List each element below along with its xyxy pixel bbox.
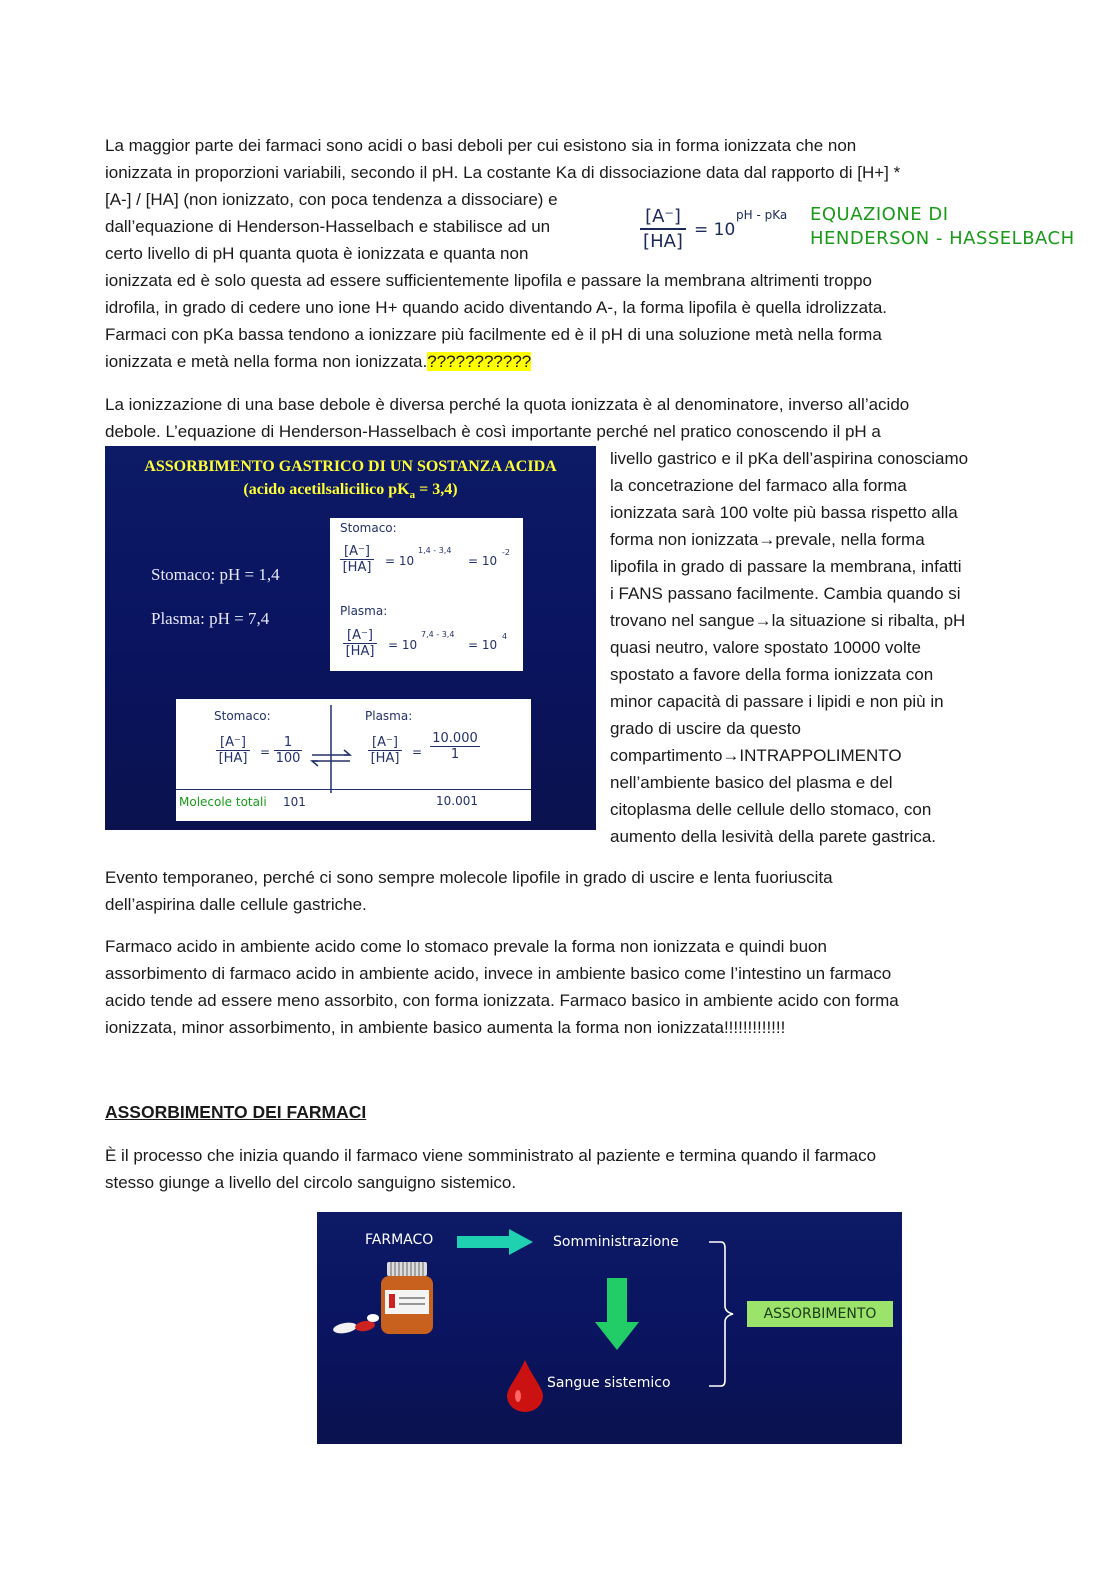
equation-label-line2: HENDERSON - HASSELBACH xyxy=(810,228,1075,249)
ratio-numerator: 1 xyxy=(283,735,293,750)
fraction-numerator: [A⁻] xyxy=(347,628,373,643)
text-line: compartimento→INTRAPPOLIMENTO xyxy=(610,746,902,765)
text-line: minor capacità di passare i lipidi e non più in xyxy=(610,692,944,711)
text-line: nell’ambiente basico del plasma e del xyxy=(610,773,893,792)
result: = 10 xyxy=(468,638,498,652)
text-line: ionizzata in proporzioni variabili, secondo il pH. La costante Ka di dissociazione data dal rapporto di [H+] * xyxy=(105,163,901,182)
box-plasma-label: Plasma: xyxy=(340,604,388,618)
paragraph-base-ionization xyxy=(105,391,1005,445)
fraction-denominator: [HA] xyxy=(345,644,375,659)
somministrazione-label: Somministrazione xyxy=(553,1234,679,1250)
text-line: ionizzata, minor assorbimento, in ambiente basico aumenta la forma non ionizzata!!!!!!!!!!!!! xyxy=(105,1018,786,1037)
plasma-ph: Plasma: pH = 7,4 xyxy=(151,609,270,628)
highlighted-question-marks: ??????????? xyxy=(427,352,532,371)
exponent: 7,4 - 3,4 xyxy=(421,630,455,639)
text-line: assorbimento di farmaco acido in ambiente acido, invece in ambiente basico come l’intestino un farmaco xyxy=(105,964,892,983)
equation-exponent: pH - pKa xyxy=(736,208,788,222)
equals-ten: = 10 xyxy=(385,554,415,568)
text-line: i FANS passano facilmente. Cambia quando si xyxy=(610,584,961,603)
subtitle-end: = 3,4) xyxy=(415,481,458,498)
calculation-box xyxy=(330,518,523,671)
assorbimento-badge: ASSORBIMENTO xyxy=(747,1301,893,1327)
text-line: Farmaco acido in ambiente acido come lo stomaco prevale la forma non ionizzata e quindi buon xyxy=(105,937,827,956)
ratio-fraction xyxy=(430,731,480,762)
equilibrium-box xyxy=(176,699,531,821)
equation-fraction xyxy=(640,206,686,252)
equation-rhs: = 10 xyxy=(694,220,736,240)
box-plasma-label: Plasma: xyxy=(365,709,413,723)
result-exponent: -2 xyxy=(502,548,510,557)
curly-brace-icon xyxy=(707,1240,737,1388)
equation-label-line1: EQUAZIONE DI xyxy=(810,204,949,225)
paragraph-absorption-definition xyxy=(105,1142,1005,1196)
sangue-sistemico-label: Sangue sistemico xyxy=(547,1375,671,1391)
total-plasma: 10.001 xyxy=(436,794,478,808)
text-line: dell’aspirina dalle cellule gastriche. xyxy=(105,895,367,914)
text-line: spostato a favore della forma ionizzata con xyxy=(610,665,934,684)
text-line: grado di uscire da questo xyxy=(610,719,801,738)
box-stomaco-label: Stomaco: xyxy=(214,709,271,723)
fraction-numerator: [A⁻] xyxy=(344,544,370,559)
text-line: trovano nel sangue→la situazione si ribalta, pH xyxy=(610,611,966,630)
text-line: lipofila in grado di passare la membrana, infatti xyxy=(610,557,962,576)
equals-ten: = 10 xyxy=(388,638,418,652)
box-stomaco-label: Stomaco: xyxy=(340,521,397,535)
text-line: È il processo che inizia quando il farmaco viene somministrato al paziente e termina quando il farmaco xyxy=(105,1146,877,1165)
ratio-fraction xyxy=(274,735,302,766)
text-line: la concetrazione del farmaco alla forma xyxy=(610,476,907,495)
fraction-numerator: [A⁻] xyxy=(220,735,246,750)
slide-drug-absorption xyxy=(317,1212,902,1444)
box-fraction xyxy=(216,735,250,766)
slide-title: ASSORBIMENTO GASTRICO DI UN SOSTANZA ACIDA xyxy=(144,458,557,475)
text-line: quasi neutro, valore spostato 10000 volte xyxy=(610,638,921,657)
fraction-numerator: [A⁻] xyxy=(372,735,398,750)
text-line: forma non ionizzata→prevale, nella forma xyxy=(610,530,925,549)
result-exponent: 4 xyxy=(502,632,508,641)
text-line: ionizzata e metà nella forma non ionizzata. xyxy=(105,352,428,371)
total-stomaco: 101 xyxy=(283,795,306,809)
text-line: idrofila, in grado di cedere uno ione H+ quando acido diventando A-, la forma lipofila è quella idrolizzata. xyxy=(105,298,888,317)
result: = 10 xyxy=(468,554,498,568)
blood-drop-icon xyxy=(507,1360,543,1412)
slide-subtitle xyxy=(105,481,596,501)
equilibrium-arrows-icon xyxy=(306,703,356,793)
equals-sign: = xyxy=(412,745,423,759)
molecole-totali-label: Molecole totali xyxy=(179,795,267,809)
text-line: citoplasma delle cellule dello stomaco, con xyxy=(610,800,932,819)
paragraph-temporary-event xyxy=(105,864,1005,918)
fraction-denominator: [HA] xyxy=(370,751,400,766)
text-line: debole. L’equazione di Henderson-Hasselbach è così importante perché nel pratico conoscendo il pH a xyxy=(105,422,881,441)
box-fraction xyxy=(368,735,402,766)
text-line: La maggior parte dei farmaci sono acidi o basi deboli per cui esistono sia in forma ionizzata che non xyxy=(105,136,857,155)
text-line: acido tende ad essere meno assorbito, con forma ionizzata. Farmaco basico in ambiente acido con forma xyxy=(105,991,899,1010)
fraction-denominator: [HA] xyxy=(342,560,372,575)
equation-denominator: [HA] xyxy=(643,231,683,252)
ratio-denominator: 100 xyxy=(275,751,301,766)
arrow-down-icon xyxy=(595,1278,639,1350)
text-line: stesso giunge a livello del circolo sanguigno sistemico. xyxy=(105,1173,517,1192)
text-line: Farmaci con pKa bassa tendono a ionizzare più facilmente ed è il pH di una soluzione metà nella forma xyxy=(105,325,882,344)
text-line: ionizzata sarà 100 volte più bassa rispetto alla xyxy=(610,503,958,522)
ratio-numerator: 10.000 xyxy=(432,731,478,746)
text-line: certo livello di pH quanta quota è ionizzata e quanta non xyxy=(105,244,529,263)
text-line: dall’equazione di Henderson-Hasselbach e stabilisce ad un xyxy=(105,217,551,236)
text-line: La ionizzazione di una base debole è diversa perché la quota ionizzata è al denominatore, inverso all’acido xyxy=(105,395,910,414)
text-line: livello gastrico e il pKa dell’aspirina conosciamo xyxy=(610,449,969,468)
arrow-right-icon xyxy=(457,1229,533,1255)
box-fraction xyxy=(340,544,374,575)
subtitle-subscript: a xyxy=(409,489,416,502)
fraction-denominator: [HA] xyxy=(218,751,248,766)
subtitle-text: (acido acetilsalicilico pK xyxy=(243,481,410,498)
text-line: [A-] / [HA] (non ionizzato, con poca tendenza a dissociare) e xyxy=(105,190,558,209)
text-line: aumento della lesività della parete gastrica. xyxy=(610,827,937,846)
farmaco-label: FARMACO xyxy=(365,1232,434,1248)
box-fraction xyxy=(343,628,377,659)
text-line: Evento temporaneo, perché ci sono sempre molecole lipofile in grado di uscire e lenta fuoriuscita xyxy=(105,868,833,887)
section-heading: ASSORBIMENTO DEI FARMACI xyxy=(105,1102,367,1122)
paragraph-acid-base-drugs xyxy=(105,933,1005,1041)
paragraph-side-text xyxy=(610,445,1010,850)
henderson-hasselbach-equation xyxy=(640,202,1080,258)
stomaco-ph: Stomaco: pH = 1,4 xyxy=(151,565,280,584)
exponent: 1,4 - 3,4 xyxy=(418,546,452,555)
equals-sign: = xyxy=(260,745,271,759)
text-line: ionizzata ed è solo questa ad essere sufficientemente lipofila e passare la membrana altrimenti troppo xyxy=(105,271,873,290)
equation-numerator: [A⁻] xyxy=(645,206,681,227)
ratio-denominator: 1 xyxy=(450,747,460,762)
slide-gastric-absorption xyxy=(105,446,596,830)
medicine-bottle-icon xyxy=(331,1260,441,1342)
